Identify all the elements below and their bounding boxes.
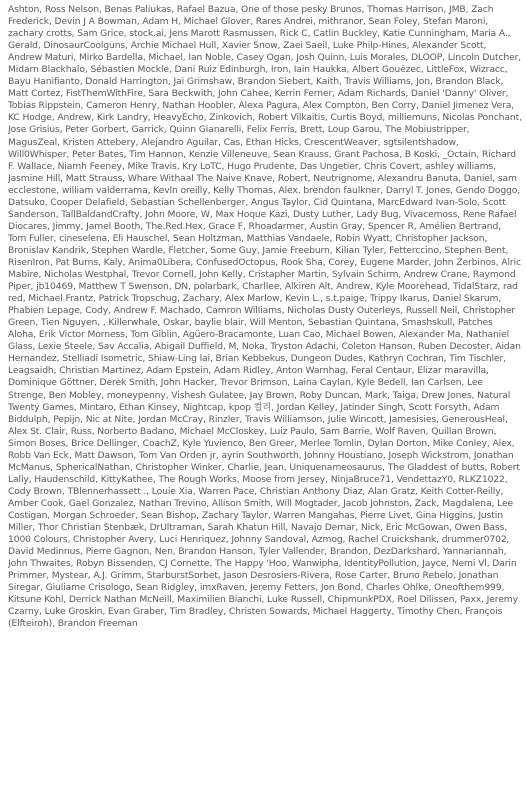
- supporter-names-paragraph: Ashton, Ross Nelson, Benas Paliukas, Rafael Bazua, One of those pesky Brunos, Thomas Harrison, JMB, Zach Frederick, Devin J A Bowman, Adam H, Michael Glover, Rares Andrei, mithranor, Sean Foley, Stefan Maroni, zachary crotts, Sam Grice, stock.ai, Jens Marott Rasmussen, Rick C, Catlin Buckley, Katie Cunningham, Maria A., Gerald, DinosaurCoolguns, Archie Michael Hull, Xavier Snow, Zaei Saeil, Luke Philp-Hines, Alexander Scott, Andrew Maturi, Mirko Bardella, Michael, Ian Noble, Casey Ogan, Josh Quinn, Luis Morales, DLOOP, Lincoln Dutcher, Midarn Blackhalo, Sébastien Mockle, Dani Ruiz Edinburgh, Iron, Iain Haukka, Albert Gouëzec, LittleFox, Wizracc, Bayu Hanifianto, Donald Harrington, Jai Grimshaw, Brandon Siebert, Kaith, Travis Williams, Jon, Brandon Black, Matt Cortez, FistThemWithFire, Sara Beckwith, John Cahee, Kerrin Ferner, Adam Richards, Daniel 'Danny' Oliver, Tobias Rippstein, Cameron Henry, Nathan Hoobler, Alexa Pagura, Alex Compton, Ben Corry, Daniel Jimenez Vera, KC Hodge, Andrew, Kirk Landry, HeavyEcho, Zinkovich, Robert Vilkaitis, Curtis Boyd, milliemuns, Nicolas Ponchant, Jose Grisius, Peter Gorbert, Garrick, Quinn Gianarelli, Felix Ferris, Brett, Loup Garou, The Mobiustripper, MagusZeal, Kristen Attebery, Alejandro Aguilar, Cas, Ethan Hicks, CrescentWeaver, sgtsilentshadow, Will0Whisper, Peter Bates, Tim Hannon, Kenzie Villeneuve, Sean Krauss, Grant Pachosa, B Koski, _Octain, Richard F. Wallace, Niamh Feeney, Mike Travis, Kry LoTC, Hugo Prudente, Das Ungetier, Chris Covert, ashley williams, Jasmine Hill, Matt Strauss, Whare Withaal The Naive Knave, Robert, Neutrignome, Alexandru Banuta, Daniel, sam ecclestone, william valderrama, Kevln oreilly, Kelly Thomas, Alex, brendon faulkner, Darryl T. Jones, Gendo Doggo, Datsuko, Cooper Delafield, Sebastian Schellenberger, Angus Taylor, Cid Quintana, MarcEdward Ivan-Solo, Scott Sanderson, TallBaldandCrafty, John Moore, W, Max Hoque Kazi, Dusty Luther, Lady Bug, Vivacemoss, Rene Rafael Diocares, Jimmy, Jamel Booth, The.Red.Hex, Grace F, Rhoadarmer, Austin Gray, Spencer R, Amélien Bertrand, Tom Fuller, cineselena, Eli Hauschel, Sean Holtzman, Matthias Vandaele, Robin Wyatt, Christopher Jackson, Bronislav Kandrik, Stephen Wardle, Fletcher, Some Guy, Jamie Freeburn, Kilian Tyler, Fetterccino, Stephen Bent, RisenIron, Pat Burns, Kaly, Anima0Libera, ConfusedOctopus, Rook Sha, Corey, Eugene Marder, John Zerbinos, Alric Mabire, Nicholas Westphal, Trevor Cornell, John Kelly, Cristapher Martin, Sylvain Schirm, Andrew Crane, Raymond Piper, jb10469, Matthew T Swenson, DN, polarbark, Charllee, Alkiren Alt, Andrew, Kyle Moorehead, TidalStarz, rad red, Michael Frantz, Patrick Tropschug, Zachary, Alex Marlow, Kevin L., s.t.paige, Trippy Ikarus, Daniel Skarum, Phabien Lepage, Cody, Andrew F. Machado, Camron Williams, Nicholas Dusty Outerleys, Russell Neil, Christopher Green, Tien Nguyen, , Killerwhale, Oskar, baylie blair, Will Menton, Sebastian Quintana, Smashskull, Patches Aloha, Erik Victor Morness, Tom Giblin, Agüero-Bracamonte, Luan Cao, Michael Bowen, Alexander Ma, Nathaniel Glass, Lexie Steele, Sav Accalia, Abigail Duffield, M, Noka, Tryston Adachi, Coleton Hanson, Ruben Decoster, Aidan Hernandez, Stelliadi Isometric, Shiaw-Ling lai, Brian Kebbekus, Dungeon Dudes, Kathryn Cochran, Tim Tischler, Leagsaidh, Christian Martinez, Adam Epstein, Adam Ridley, Anton Warnhag, Feral Centaur, Elizar maravilla, Dominique Göttner, Derek Smith, John Hacker, Trevor Brimson, Laina Caylan, Kyle Bedell, Ian Carlsen, Lee Strenge, Ben Mobley, moneypenny, Vishesh Gulatee, Jay Brown, Roby Duncan, Mark, Taiga, Drew Jones, Natural Twenty Games, Mintaro, Ethan Kinsey, Nightcap, kpop 컬리, Jordan Kelley, Jatinder Singh, Scott Forsyth, Adam Biddulph, Pepijn, Nic at Nite, Jordan McCray, Rinzler, Travis Williamson, Julie Wincott, Jamesisies, GenerousHeal, Alex St. Clair, Russ, Norberto Badano, Michael McCloskey, Luiz Paulo, Sam Barrie, Wolf Raven, Quillan Brown, Simon Boses, Brice Dellinger, CoachZ, Kyle Yuvienco, Ben Greer, Merlee Tomlin, Dylan Dorton, Mike Conley, Alex, Robb Van Eck, Matt Dawson, Tom Van Orden jr, ayrin Southworth, Johnny Houstiano, Joseph Wickstrom, Jonathan McManus, SphericalNathan, Christopher Winker, Charlie, Jean, Uniquenameosaurus, The Gladdest of butts, Robert Lally, Haudenschild, KittyKathee, The Rough Works, Moose from Jersey, NinjaBruce71, VendettazY0, RLKZ1022, Cody Brown, TBlennerhassett ., Louie Xia, Warren Pace, Christian Anthony Diaz, Alan Gratz, Keith Cotter-Reilly, Amber Cook, Gael Gonzalez, Nathan Trevino, Allison Smith, Will Mogtader, Jacob Johnston, Zack, Magdalena, Lee Costigan, Morgan Schroeder, Sean Bishop, Zachary Taylor, Warren Mangahas, Pierre Livet, Gina Higgins, Justin Miller, Thor Christian Stenbæk, DrUltraman, Sarah Khatun Hill, Navajo Demar, Nick, Eric McGowan, Owen Bass, 1000 Colours, Christopher Avery, Luci Henriquez, Johnny Sandoval, Azmog, Rachel Cruickshank, drummer0702, David Medinnus, Pierre Gagnon, Nen, Brandon Hanson, Tyler Vallender, Brandon, DezDarkshard, Yannariannah, John Thwaites, Robyn Bissenden, CJ Cornette, The Happy 'Hoo, Wanwipha, IdentityPollution, Jayce, Nemi Vl, Darin Primmer, Mystear, A.J. Grimm, StarburstSorbet, Jason Desrosiers-Rivera, Rose Carter, Bruno Rebelo, Jonathan Siregar, Giuliame Crisologo, Sean Ridgley, imxRaven, Jeremy Fetters, Jon Bond, Charles Ohlke, Oneofthem999, Kitsune Kohl, Derrick Nathan McNeill, Maximilien Bianchi, Luke Russell, ChipmunkPDX, Roel Dilissen, Paxx, Jeremy Czarny, Luke Groskin, Evan Graber, Tim Bradley, Christen Sowards, Michael Haggerty, Timothy Chen, François (Elfteiroh), Brandon Freeman: [8, 4, 522, 630]
- credits-page: [8, 4, 522, 796]
